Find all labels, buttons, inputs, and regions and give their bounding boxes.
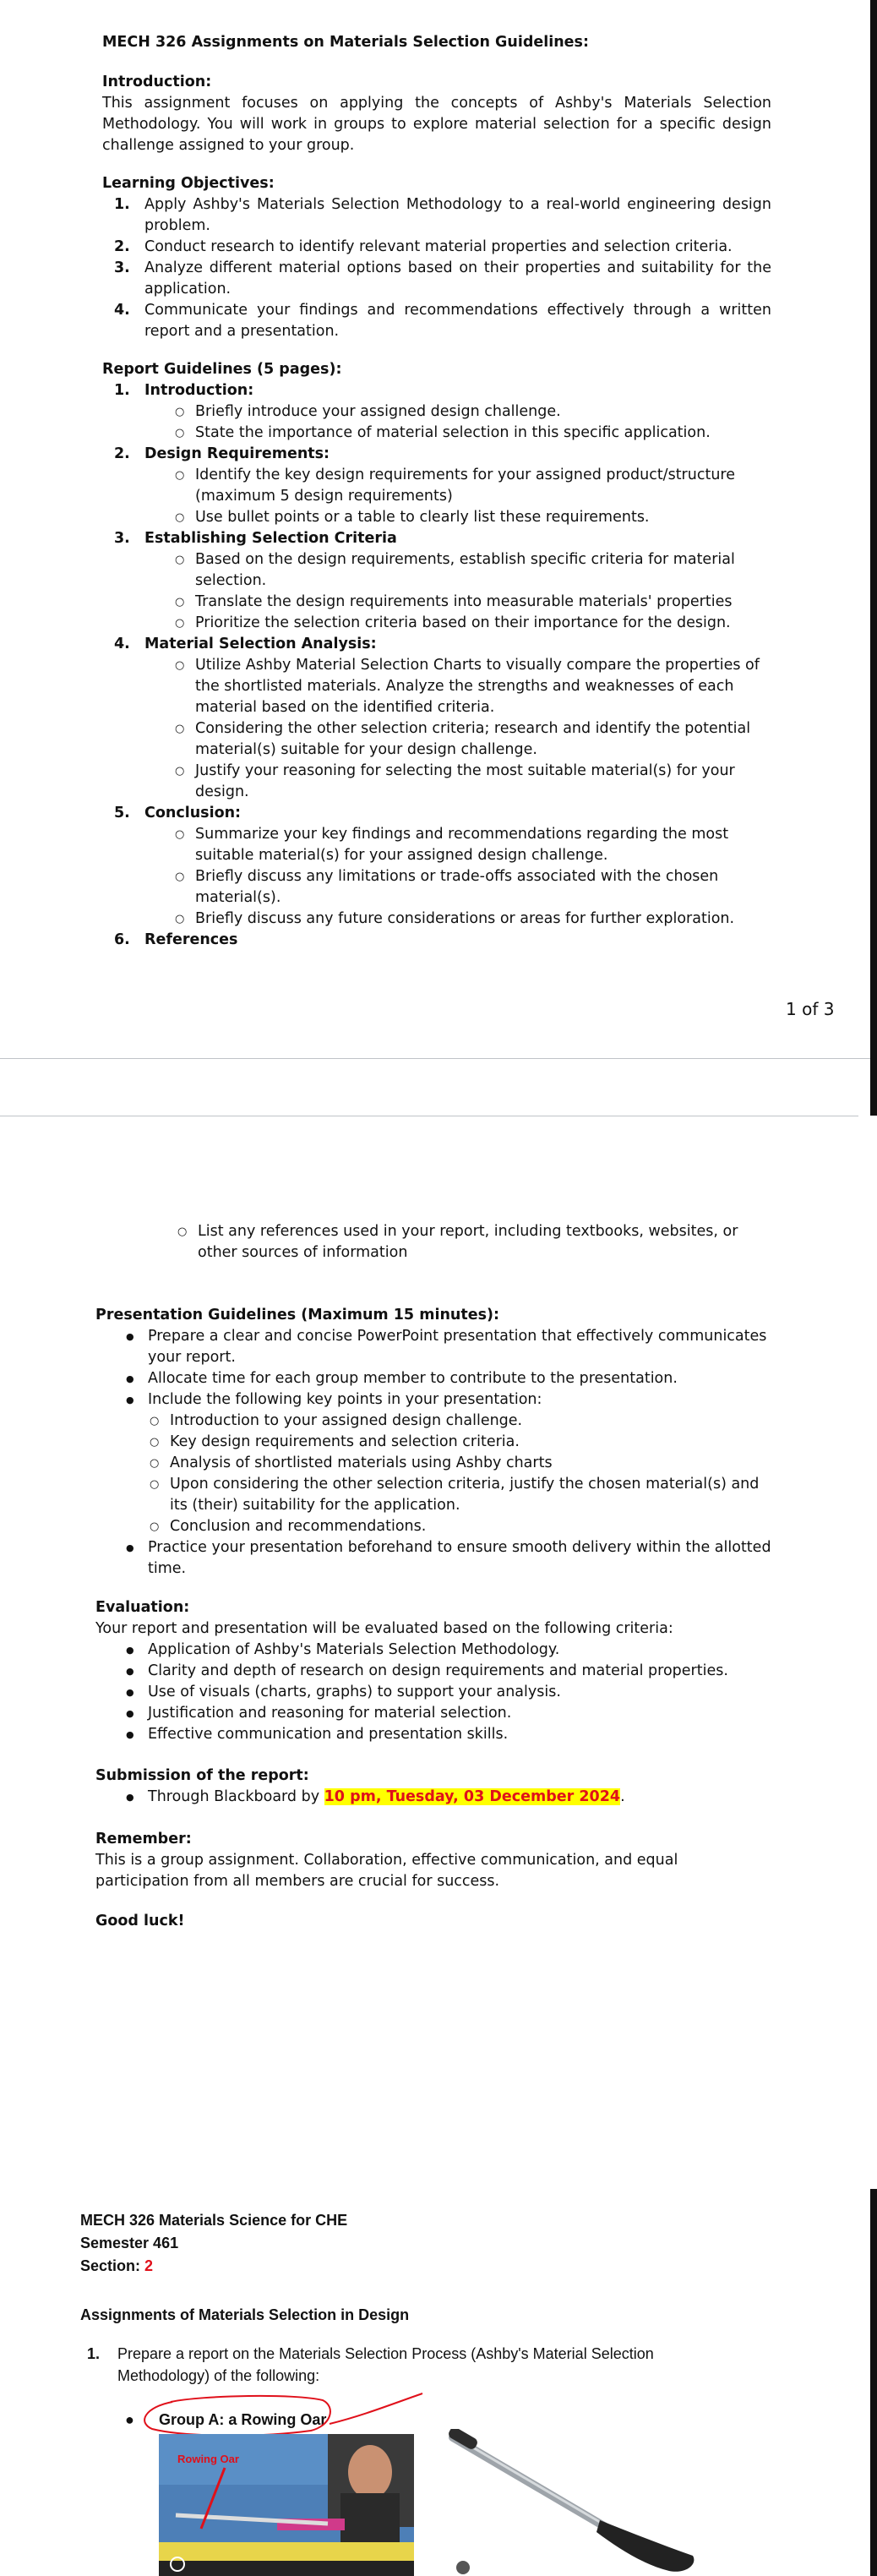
section-line: Section: 2 [80,2257,154,2274]
evaluation-list: ● Application of Ashby's Materials Selection Methodology. ● Clarity and depth of research on design requirements and material properties. ● Use of visuals (charts, graphs) to support your analysis. ● Justification and reasoning for material selection. ● Effective communication and presentation skills. [121,1640,771,1745]
submission-deadline: 10 pm, Tuesday, 03 December 2024 [324,1788,621,1805]
report-guidelines-section [102,359,771,951]
remember-section [95,1829,771,1892]
page-edge-bar [870,0,877,1116]
objective-item: 3. Analyze different material options based on their properties and suitability for the application. [114,259,771,297]
references-continued [176,1221,767,1263]
introduction-heading: Introduction: [102,74,212,90]
document-title: MECH 326 Assignments on Materials Selection Guidelines: [102,34,589,51]
references-list [176,1221,767,1263]
page-separator [0,1058,870,1059]
photo-label: Rowing Oar [177,2453,239,2465]
objective-item: 2. Conduct research to identify relevant material properties and selection criteria. [114,238,733,255]
remember-text: This is a group assignment. Collaboration, effective communication, and equal participation from all members are crucial for success. [95,1852,678,1890]
annotation-circle-icon [135,2390,456,2441]
presentation-heading: Presentation Guidelines (Maximum 15 minutes): [95,1307,500,1323]
document-page-3 [0,2179,877,2576]
objectives-list [114,194,771,342]
submission-section [95,1766,771,1808]
evaluation-section [95,1597,771,1745]
presentation-list: ● Prepare a clear and concise PowerPoint presentation that effectively communicates your report. ● Allocate time for each group member to contribute to the presentation. ● Include the following key points in your presentation: ○ Introduction to your assigned design challenge. ○ Key design requirements and selection criteria. ○ Analysis of shortlisted materials using Ashby charts ○ Upon considering the other selection criteria, justify the chosen material(s) and its (their) suitability for the application. ○ Conclusion and recommendations. ● Practice your presentation beforehand to ensure smooth delivery within the allotted time. [121,1326,771,1580]
semester: Semester 461 [80,2235,179,2251]
page-edge-bar [870,2189,877,2576]
objective-item: 4. Communicate your findings and recommendations effectively through a written report and a presentation. [114,302,771,340]
task-item: 1. Prepare a report on the Materials Selection Process (Ashby's Material Selection Methodology) of the following: [87,2345,654,2384]
presentation-section [95,1305,771,1580]
report-guidelines-heading: Report Guidelines (5 pages): [102,361,342,378]
evaluation-heading: Evaluation: [95,1599,190,1616]
rowing-oar-image [448,2429,701,2576]
page-number: 1 of 3 [786,999,835,1019]
report-section-item: 4. Material Selection Analysis: ○ Utilize Ashby Material Selection Charts to visually compare the properties of the shortlisted materials. Analyze the strengths and weaknesses of each material based on the identified criteria. ○ Considering the other selection criteria; research and identify the potential material(s) suitable for your design challenge. ○ Justify your reasoning for selecting the most suitable material(s) for your design. [114,634,771,803]
document-page-1 [0,0,877,1058]
learning-objectives-heading: Learning Objectives: [102,175,275,192]
references-item: ○ List any references used in your report, including textbooks, websites, or other sources of information [176,1221,767,1263]
remember-heading: Remember: [95,1831,192,1847]
report-section-item: 3. Establishing Selection Criteria ○ Based on the design requirements, establish specific criteria for material selection. ○ Translate the design requirements into measurable materials' properties ○ Prioritize the selection criteria based on their importance for the design. [114,528,771,634]
course-title: MECH 326 Materials Science for CHE [80,2212,348,2229]
presentation-sublist: ○ Introduction to your assigned design challenge. ○ Key design requirements and selection criteria. ○ Analysis of shortlisted materials using Ashby charts ○ Upon considering the other selection criteria, justify the chosen material(s) and its (their) suitability for the application. ○ Conclusion and recommendations. [148,1411,771,1537]
objective-item: 1. Apply Ashby's Materials Selection Methodology to a real-world engineering design problem. [114,196,771,234]
report-section-item: 6. References [114,931,238,948]
section-number: 2 [144,2257,154,2274]
report-subitems: ○ Based on the design requirements, establish specific criteria for material selection. ○ Translate the design requirements into measurable materials' properties ○ Prioritize the selection criteria based on their importance for the design. [173,549,771,634]
document-page-2 [0,1116,877,2179]
report-subitems: ○ Summarize your key findings and recommendations regarding the most suitable material(s) for your assigned design challenge. ○ Briefly discuss any limitations or trade-offs associated with the chosen material(s). ○ Briefly discuss any future considerations or areas for further exploration. [173,824,771,930]
introduction-section [102,72,771,156]
introduction-text: This assignment focuses on applying the concepts of Ashby's Materials Selection Methodology. You will work in groups to explore material selection for a specific design challenge assigned to your group. [102,95,771,154]
report-section-item: 1. Introduction: ○ Briefly introduce your assigned design challenge. ○ State the importance of material selection in this specific application. [114,380,771,444]
assignments-heading: Assignments of Materials Selection in Design [80,2306,410,2323]
report-subitems: ○ Utilize Ashby Material Selection Charts to visually compare the properties of the shortlisted materials. Analyze the strengths and weaknesses of each material based on the identified criteria. ○ Considering the other selection criteria; research and identify the potential material(s) suitable for your design challenge. ○ Justify your reasoning for selecting the most suitable material(s) for your design. [173,655,771,803]
rowing-photo [159,2434,414,2576]
good-luck: Good luck! [95,1913,185,1929]
submission-list: ● Through Blackboard by 10 pm, Tuesday, 03 December 2024. [121,1787,771,1808]
learning-objectives-section [102,173,771,342]
group-item: ● Group A: a Rowing Oar [125,2411,327,2428]
report-subitems: ○ Briefly introduce your assigned design challenge. ○ State the importance of material selection in this specific application. [173,401,771,444]
report-subitems: ○ Identify the key design requirements for your assigned product/structure (maximum 5 design requirements) ○ Use bullet points or a table to clearly list these requirements. [173,465,771,528]
evaluation-intro: Your report and presentation will be evaluated based on the following criteria: [95,1620,673,1637]
report-sections-list [114,380,771,951]
report-section-item: 2. Design Requirements: ○ Identify the key design requirements for your assigned product/structure (maximum 5 design requirements) ○ Use bullet points or a table to clearly list these requirements. [114,444,771,528]
submission-heading: Submission of the report: [95,1767,309,1784]
report-section-item: 5. Conclusion: ○ Summarize your key findings and recommendations regarding the most suitable material(s) for your assigned design challenge. ○ Briefly discuss any limitations or trade-offs associated with the chosen material(s). ○ Briefly discuss any future considerations or areas for further exploration. [114,803,771,930]
